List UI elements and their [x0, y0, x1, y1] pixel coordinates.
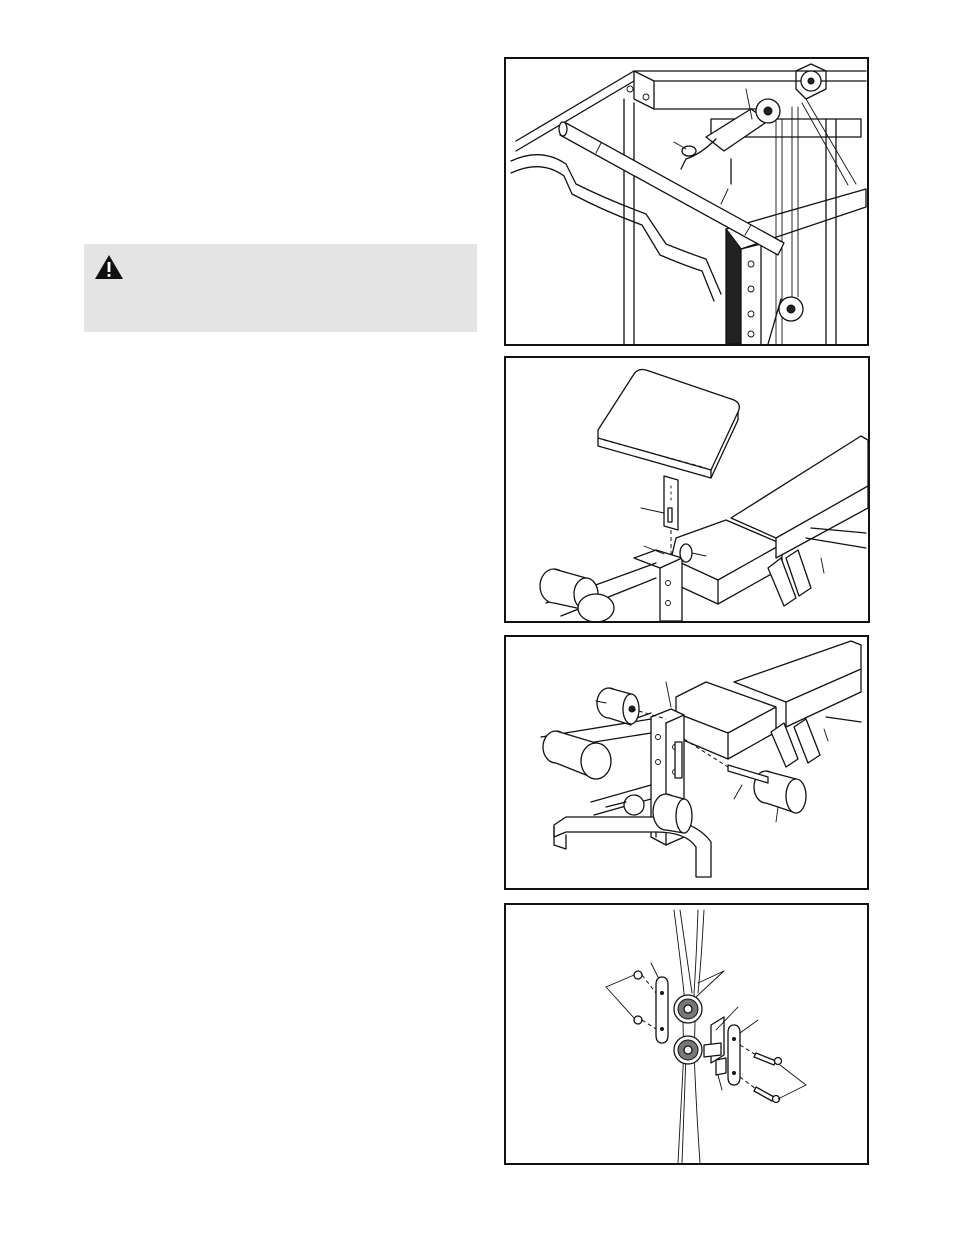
- left-bracket: [606, 963, 668, 1043]
- bench-seat: [676, 641, 861, 767]
- pulleys: [674, 995, 702, 1064]
- pad-post: [641, 476, 678, 530]
- figure-leg-lever-assembly: [504, 635, 869, 890]
- lat-bar-drawing: [506, 59, 867, 344]
- foam-rollers: [540, 569, 614, 621]
- lower-pulley: [768, 297, 803, 344]
- preacher-pad: [598, 370, 739, 479]
- leg-lever-drawing: [506, 637, 867, 888]
- pulley-bracket-drawing: [506, 905, 867, 1163]
- figure-preacher-pad-assembly: [504, 356, 870, 623]
- figure-pulley-bracket-assembly: [504, 903, 869, 1165]
- figure-lat-bar-assembly: [504, 57, 869, 346]
- warning-box: [84, 244, 477, 332]
- warning-triangle-icon: [94, 254, 124, 280]
- bolts: [740, 1045, 806, 1103]
- preacher-pad-drawing: [506, 358, 868, 621]
- right-bracket: [696, 971, 758, 1090]
- straight-bar: [559, 122, 784, 255]
- lat-bar: [511, 155, 721, 301]
